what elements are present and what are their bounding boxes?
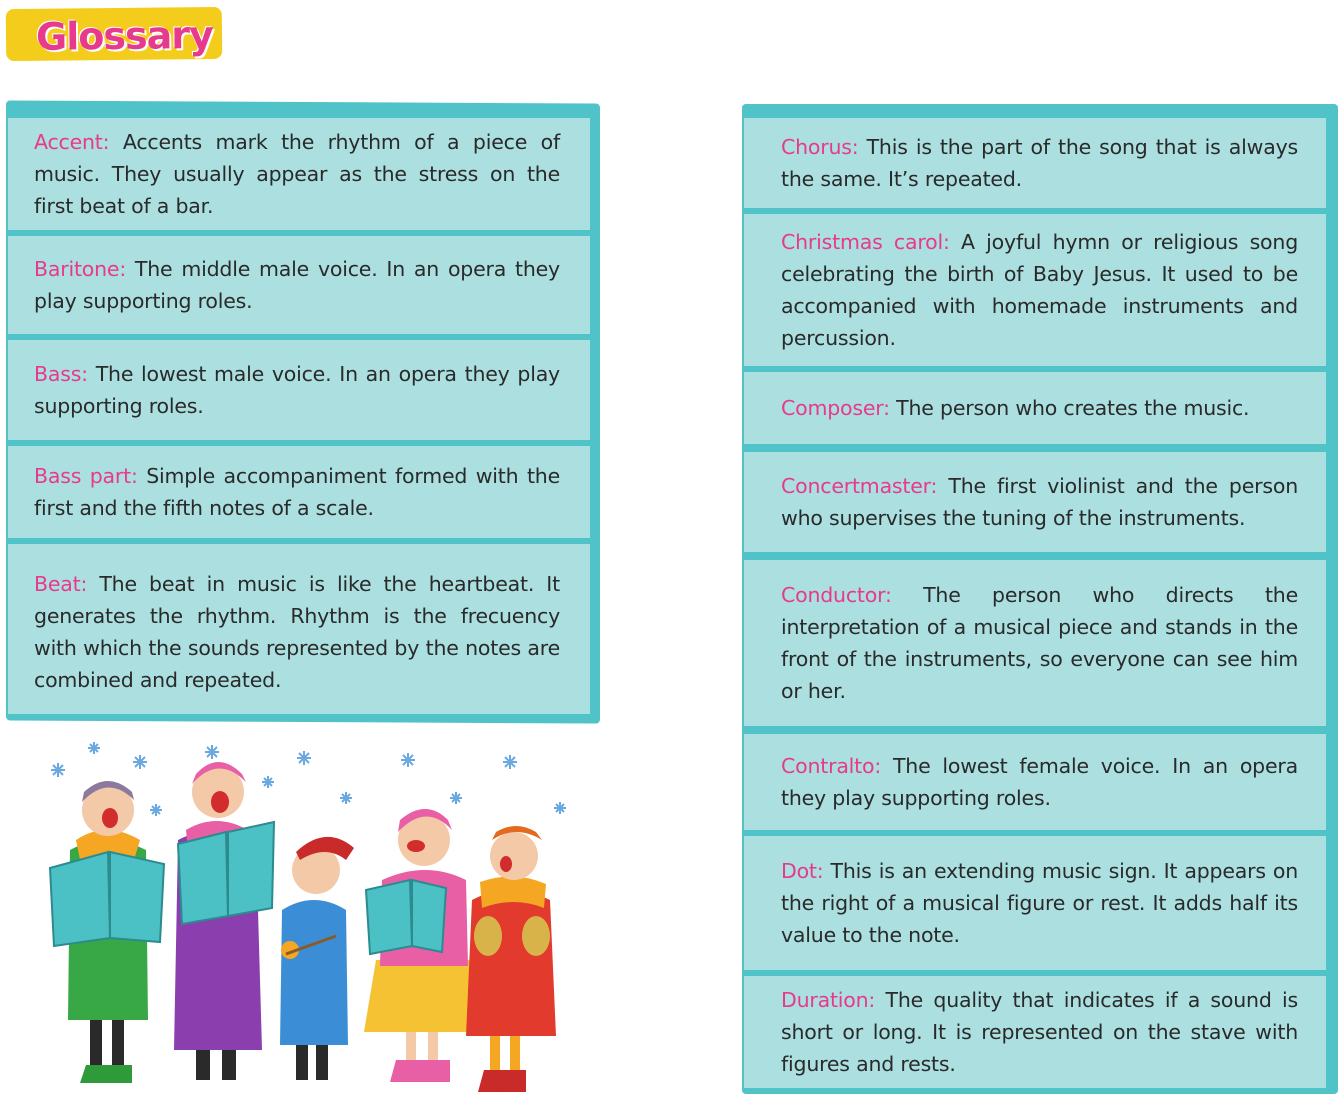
- entry-text: [34, 568, 560, 696]
- entry-text: [781, 392, 1249, 424]
- glossary-entry-duration: [744, 976, 1326, 1088]
- entry-term: Conductor:: [781, 583, 892, 607]
- singer-purple-coat: [174, 762, 274, 1080]
- entry-text: [781, 579, 1298, 707]
- entry-text: [781, 226, 1298, 354]
- entry-term: Dot:: [781, 859, 824, 883]
- glossary-entry-bass: [8, 340, 590, 440]
- glossary-entry-conductor: [744, 560, 1326, 726]
- entry-definition: The middle male voice. In an opera they play supporting roles.: [34, 257, 560, 313]
- entry-text: [781, 750, 1298, 814]
- entry-term: Accent:: [34, 130, 110, 154]
- carol-singers-illustration: [36, 740, 576, 1102]
- entry-definition: This is the part of the song that is always the same. It’s repeated.: [781, 135, 1298, 191]
- entry-term: Duration:: [781, 988, 876, 1012]
- glossary-entry-composer: [744, 372, 1326, 444]
- singer-green-coat: [50, 781, 164, 1083]
- entry-definition: This is an extending music sign. It appears on the right of a musical figure or rest. It adds half its value to the note.: [781, 859, 1298, 947]
- entry-definition: Simple accompaniment formed with the first and the fifth notes of a scale.: [34, 464, 560, 520]
- glossary-entry-christmas-carol: [744, 214, 1326, 366]
- entry-text: [781, 984, 1298, 1080]
- entry-definition: The first violinist and the person who supervises the tuning of the instruments.: [781, 474, 1298, 530]
- glossary-entry-concertmaster: [744, 452, 1326, 552]
- entry-text: [34, 253, 560, 317]
- singer-red-coat: [466, 826, 556, 1092]
- entry-definition: Accents mark the rhythm of a piece of music. They usually appear as the stress on the first beat of a bar.: [34, 130, 560, 218]
- glossary-entry-bass-part: [8, 446, 590, 538]
- glossary-entry-beat: [8, 544, 590, 714]
- glossary-entry-chorus: [744, 118, 1326, 208]
- entry-definition: The person who creates the music.: [889, 396, 1250, 420]
- glossary-title-tab: [6, 7, 223, 61]
- entry-text: [34, 126, 560, 222]
- entry-term: Contralto:: [781, 754, 882, 778]
- entry-term: Concertmaster:: [781, 474, 938, 498]
- entry-definition: The beat in music is like the heartbeat. It generates the rhythm. Rhythm is the frecuency with which the sounds represented by the notes are combined and repeated.: [34, 572, 560, 692]
- entry-text: [781, 470, 1298, 534]
- entry-text: [781, 131, 1298, 195]
- glossary-left-column: [6, 102, 600, 722]
- entry-definition: The lowest female voice. In an opera they play supporting roles.: [781, 754, 1298, 810]
- glossary-right-column: [742, 104, 1338, 1094]
- entry-term: Baritone:: [34, 257, 127, 281]
- glossary-entry-contralto: [744, 734, 1326, 830]
- glossary-entry-baritone: [8, 236, 590, 334]
- page-title: Glossary: [35, 12, 213, 59]
- singer-child-blue: [280, 837, 354, 1080]
- entry-term: Beat:: [34, 572, 88, 596]
- entry-term: Chorus:: [781, 135, 859, 159]
- entry-term: Bass part:: [34, 464, 138, 488]
- entry-definition: The quality that indicates if a sound is short or long. It is represented on the stave with figures and rests.: [781, 988, 1298, 1076]
- entry-text: [34, 460, 560, 524]
- entry-term: Christmas carol:: [781, 230, 950, 254]
- entry-term: Bass:: [34, 362, 88, 386]
- entry-text: [781, 855, 1298, 951]
- entry-definition: A joyful hymn or religious song celebrating the birth of Baby Jesus. It used to be accompanied with homemade instruments and percussion.: [781, 230, 1299, 350]
- glossary-entry-dot: [744, 836, 1326, 970]
- entry-definition: The lowest male voice. In an opera they play supporting roles.: [34, 362, 560, 418]
- entry-term: Composer:: [781, 396, 890, 420]
- entry-text: [34, 358, 560, 422]
- glossary-entry-accent: [8, 118, 590, 230]
- entry-definition: The person who directs the interpretation of a musical piece and stands in the front of the instruments, so everyone can see him or her.: [781, 583, 1298, 703]
